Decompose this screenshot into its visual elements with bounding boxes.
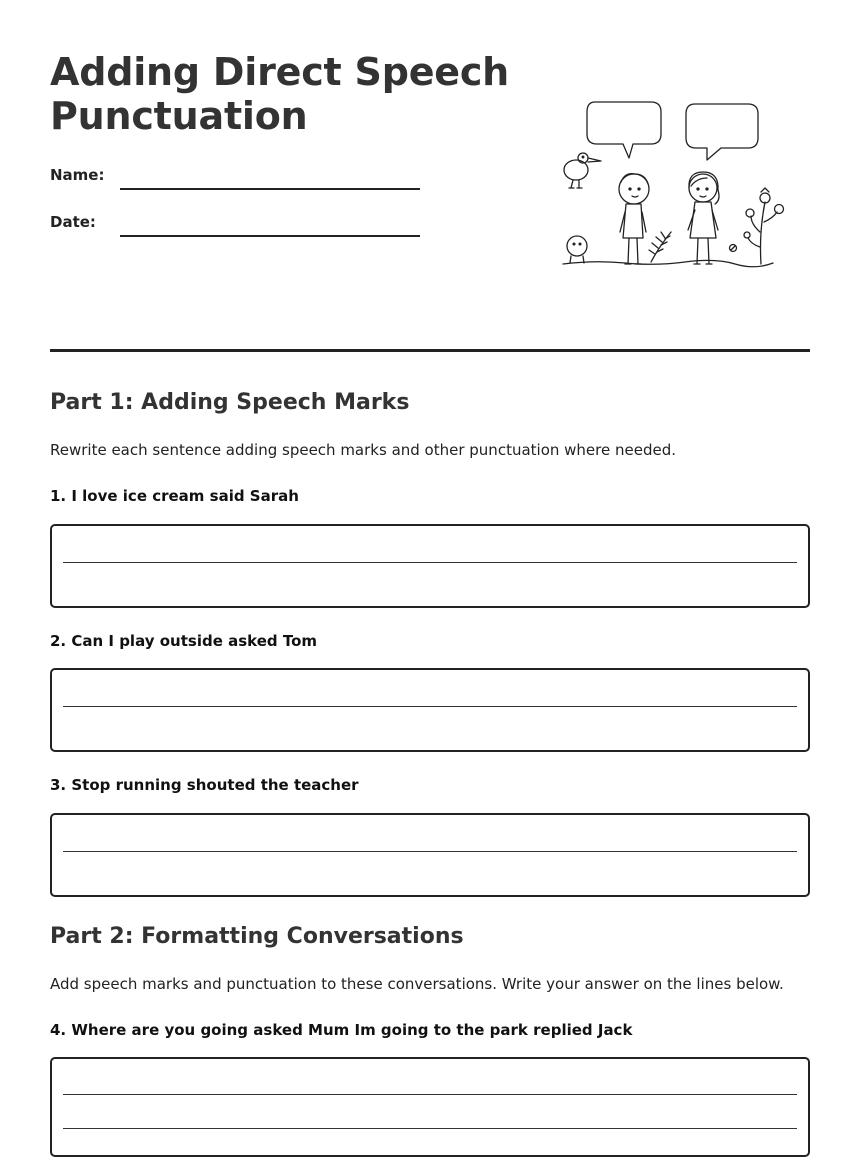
answer-line [63,706,797,707]
name-label: Name: [50,166,105,184]
question-3: 3. Stop running shouted the teacher [50,776,359,794]
date-label: Date: [50,213,96,231]
part1-heading: Part 1: Adding Speech Marks [50,390,410,415]
answer-box-2[interactable] [50,668,810,752]
children-speech-bubbles-illustration [555,92,790,277]
header-divider [50,349,810,352]
date-field[interactable] [120,235,420,237]
question-1: 1. I love ice cream said Sarah [50,487,299,505]
answer-box-1[interactable] [50,524,810,608]
question-2: 2. Can I play outside asked Tom [50,632,318,650]
date-field-row [50,213,420,237]
answer-box-4[interactable] [50,1057,810,1157]
name-field-row [50,166,420,190]
answer-line [63,562,797,563]
part2-instructions: Add speech marks and punctuation to these conversations. Write your answer on the lines below. [50,975,784,993]
answer-box-3[interactable] [50,813,810,897]
answer-line [63,1128,797,1129]
part2-heading: Part 2: Formatting Conversations [50,924,464,949]
question-4: 4. Where are you going asked Mum Im going to the park replied Jack [50,1021,633,1039]
part1-instructions: Rewrite each sentence adding speech marks and other punctuation where needed. [50,441,676,459]
worksheet-title: Adding Direct Speech Punctuation [50,50,510,138]
answer-line [63,851,797,852]
name-field[interactable] [120,188,420,190]
answer-line [63,1094,797,1095]
